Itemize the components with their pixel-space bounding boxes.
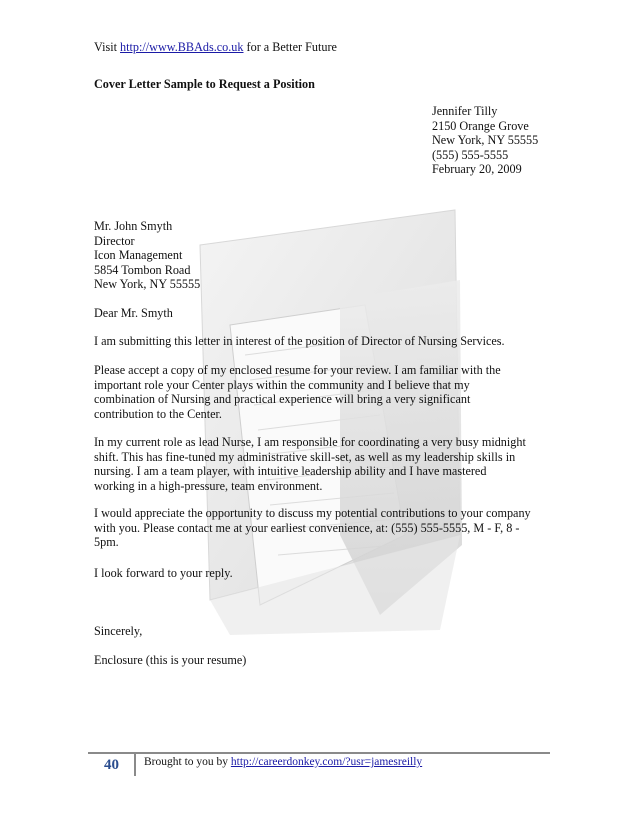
recipient-company: Icon Management	[94, 248, 183, 262]
recipient-name: Mr. John Smyth	[94, 219, 173, 233]
recipient-street: 5854 Tombon Road	[94, 262, 191, 277]
header-link[interactable]: http://www.BBAds.co.uk	[120, 40, 244, 54]
header-line: Visit http://www.BBAds.co.uk for a Better Future	[94, 40, 337, 54]
sender-name: Jennifer Tilly	[432, 104, 498, 118]
enclosure-note: Enclosure (this is your resume)	[94, 653, 247, 667]
closing: Sincerely,	[94, 624, 143, 638]
paragraph-3: In my current role as lead Nurse, I am responsible for coordinating a very busy midnight shift. This has fine-tuned my administrative skill-set, as well as my leadership skills in nursing. I am a team player, with intuitive leadership ability and I have mastered working in a high-pressure, team environment.	[94, 435, 526, 493]
page-number: 40	[104, 757, 119, 773]
footer-link[interactable]: http://careerdonkey.com/?usr=jamesreilly	[230, 756, 423, 768]
recipient-title: Director	[94, 233, 135, 248]
recipient-block	[94, 219, 200, 292]
footer-rule	[88, 752, 550, 754]
sender-phone: (555) 555-5555	[432, 147, 509, 162]
recipient-city: New York, NY 55555	[94, 277, 201, 291]
paragraph-1: I am submitting this letter in interest of the position of Director of Nursing Services.	[94, 334, 505, 348]
sender-street: 2150 Orange Grove	[432, 118, 529, 133]
letter-title: Cover Letter Sample to Request a Position	[94, 77, 315, 91]
paragraph-4: I would appreciate the opportunity to discuss my potential contributions to your company with you. Please contact me at your earliest convenience, at: (555) 555-5555, M - F, 8 - 5pm.	[94, 506, 531, 549]
letter-date: February 20, 2009	[432, 162, 522, 176]
footer-divider	[134, 754, 136, 776]
salutation: Dear Mr. Smyth	[94, 306, 173, 320]
sender-city: New York, NY 55555	[432, 133, 539, 147]
footer-text: Brought to you by http://careerdonkey.com/?usr=jamesreilly	[144, 756, 423, 768]
paragraph-5: I look forward to your reply.	[94, 566, 233, 580]
paragraph-2: Please accept a copy of my enclosed resume for your review. I am familiar with the important role your Center plays within the community and I believe that my combination of Nursing and practical experience will bring a very significant contribution to the Center.	[94, 363, 501, 421]
sender-block	[432, 104, 538, 177]
